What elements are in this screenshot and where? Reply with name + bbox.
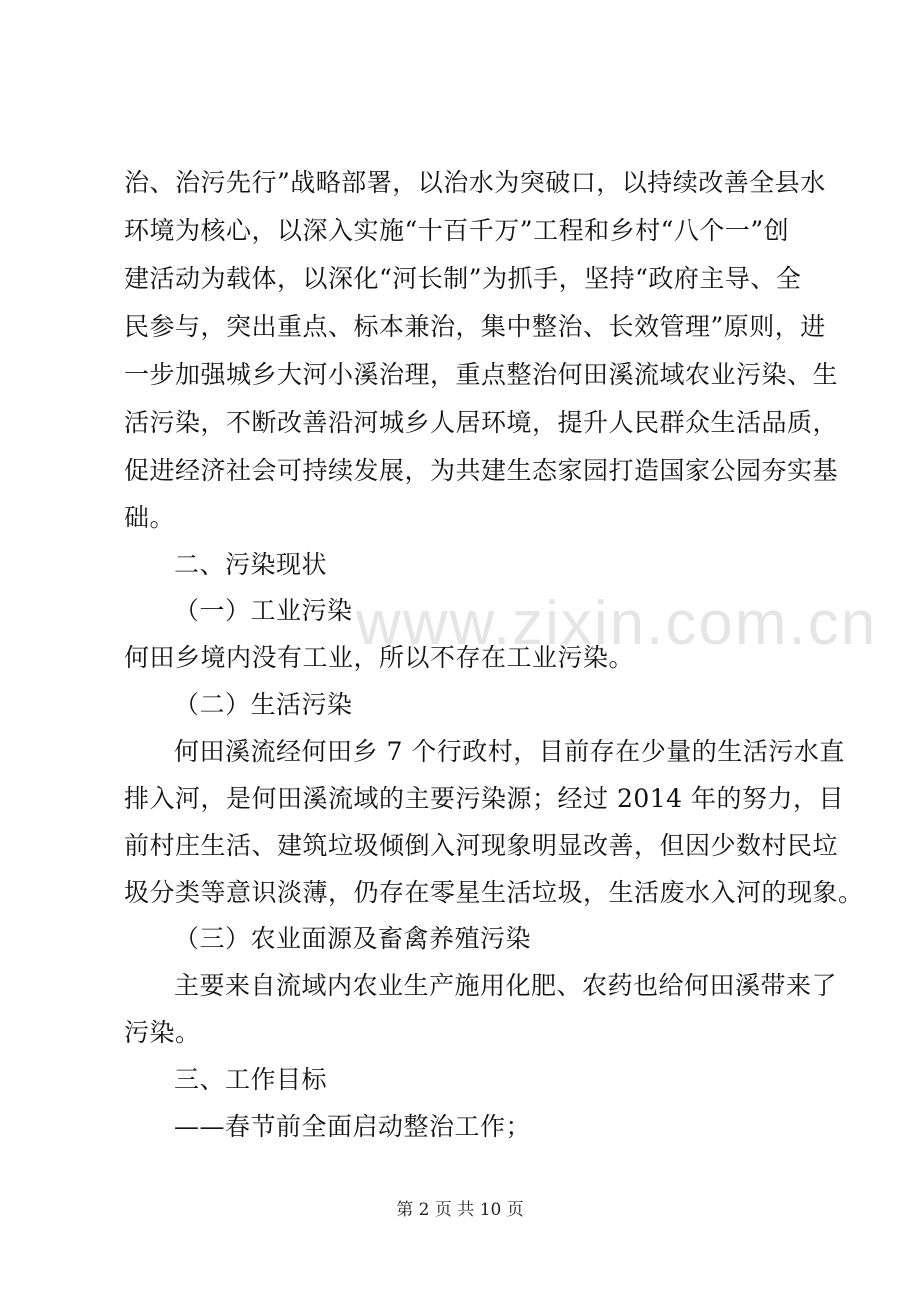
body-line-4: 民参与，突出重点、标本兼治，集中整治、长效管理”原则，进: [124, 312, 826, 341]
subsection-heading-agricultural: （三）农业面源及畜禽养殖污染: [174, 924, 532, 953]
body-line-8: 础。: [124, 503, 176, 532]
body-line-agricultural-2: 污染。: [124, 1018, 201, 1047]
body-line-domestic-4: 圾分类等意识淡薄，仍存在零星生活垃圾，生活废水入河的现象。: [124, 878, 864, 907]
page-footer: 第 2 页 共 10 页: [396, 1200, 524, 1220]
body-line-domestic-3: 前村庄生活、建筑垃圾倾倒入河现象明显改善，但因少数村民垃: [124, 831, 839, 860]
body-line-agricultural-1: 主要来自流域内农业生产施用化肥、农药也给何田溪带来了: [174, 971, 838, 1000]
body-line-5: 一步加强城乡大河小溪治理，重点整治何田溪流域农业污染、生: [124, 360, 839, 389]
body-line-industrial: 何田乡境内没有工业，所以不存在工业污染。: [124, 643, 635, 672]
body-line-6: 活污染，不断改善沿河城乡人居环境，提升人民群众生活品质，: [124, 408, 839, 437]
body-line-domestic-2: 排入河，是何田溪流域的主要污染源；经过 2014 年的努力，目: [124, 784, 845, 813]
body-line-domestic-1: 何田溪流经何田乡 7 个行政村，目前存在少量的生活污水直: [174, 737, 845, 766]
body-line-goal-1: ——春节前全面启动整治工作；: [174, 1112, 532, 1141]
body-line-2: 环境为核心，以深入实施“十百千万”工程和乡村“八个一”创: [124, 216, 790, 245]
body-line-7: 促进经济社会可持续发展，为共建生态家园打造国家公园夯实基: [124, 456, 839, 485]
section-heading-pollution-status: 二、污染现状: [174, 550, 328, 579]
body-line-3: 建活动为载体，以深化“河长制”为抓手，坚持“政府主导、全: [124, 264, 802, 293]
section-heading-work-goals: 三、工作目标: [174, 1065, 328, 1094]
watermark: www.zixin.com.cn: [356, 589, 878, 658]
subsection-heading-industrial: （一）工业污染: [174, 596, 353, 625]
body-line-1: 治、治污先行”战略部署，以治水为突破口，以持续改善全县水: [124, 168, 826, 197]
subsection-heading-domestic: （二）生活污染: [174, 690, 353, 719]
